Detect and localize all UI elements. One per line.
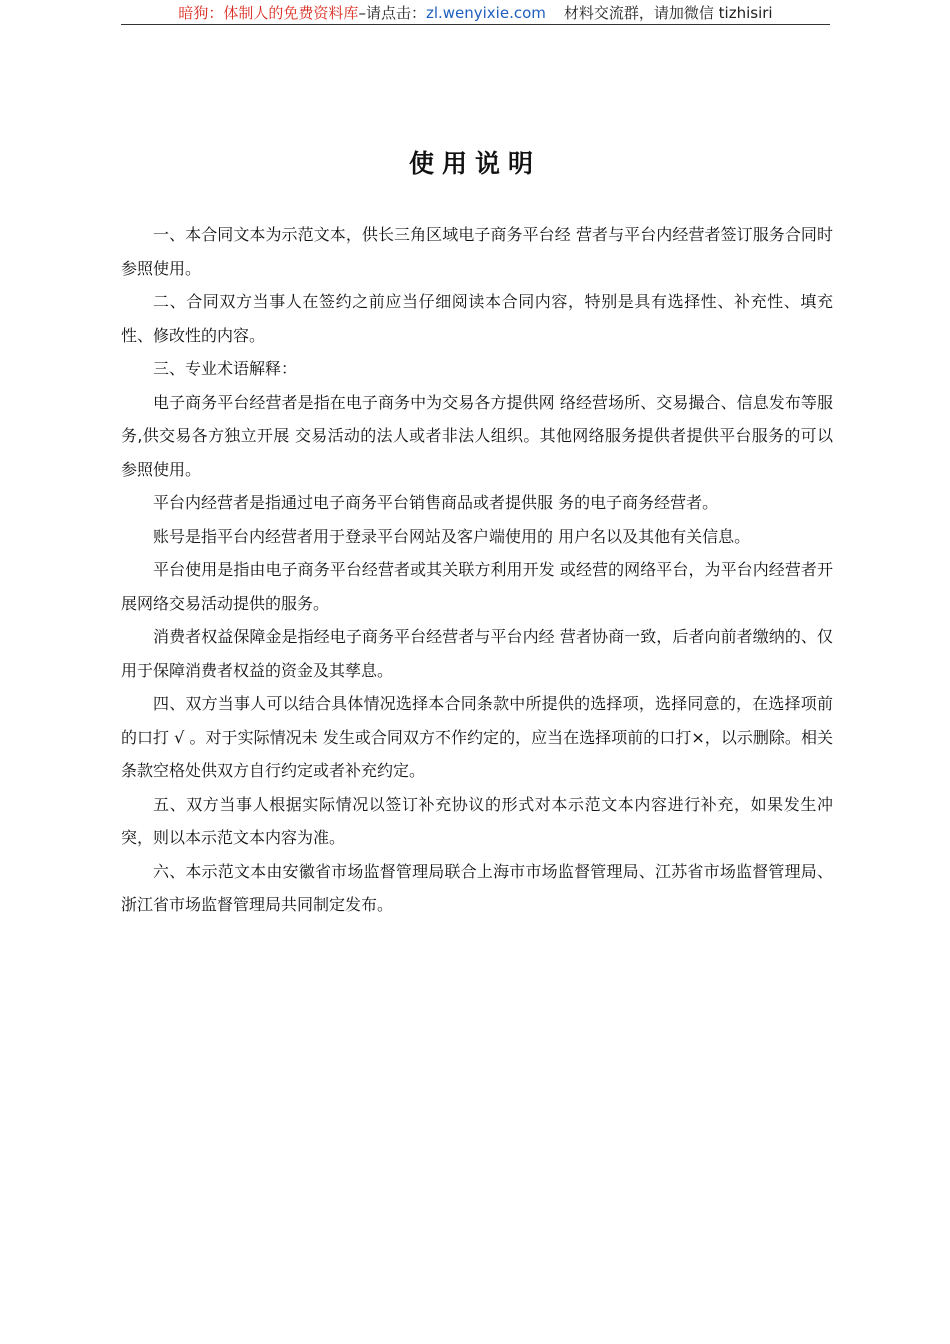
page-header [121, 2, 830, 25]
header-link[interactable]: zl.wenyixie.com [425, 4, 546, 22]
paragraph-1: 一、本合同文本为示范文本，供长三角区域电子商务平台经 营者与平台内经营者签订服务合同时参照使用。 [121, 225, 833, 278]
paragraph-2: 二、合同双方当事人在签约之前应当仔细阅读本合同内容，特别是具有选择性、补充性、填充性、修改性的内容。 [121, 292, 833, 345]
paragraph-5: 平台内经营者是指通过电子商务平台销售商品或者提供服 务的电子商务经营者。 [153, 493, 719, 512]
paragraph-11: 六、本示范文本由安徽省市场监督管理局联合上海市市场监督管理局、江苏省市场监督管理局、浙江省市场监督管理局共同制定发布。 [121, 861, 833, 914]
header-wechat-group: 材料交流群，请加微信 tizhisiri [563, 4, 773, 22]
paragraph-3: 三、专业术语解释： [153, 359, 298, 378]
header-click-prompt: –请点击： [358, 4, 426, 22]
paragraph-6: 账号是指平台内经营者用于登录平台网站及客户端使用的 用户名以及其他有关信息。 [153, 526, 751, 546]
document-body [121, 218, 833, 922]
paragraph-8: 消费者权益保障金是指经电子商务平台经营者与平台内经 营者协商一致，后者向前者缴纳的、仅用于保障消费者权益的资金及其孳息。 [121, 627, 833, 680]
paragraph-10: 五、双方当事人根据实际情况以签订补充协议的形式对本示范文本内容进行补充，如果发生冲突，则以本示范文本内容为准。 [121, 794, 833, 847]
paragraph-4: 电子商务平台经营者是指在电子商务中为交易各方提供网 络经营场所、交易撮合、信息发布等服务,供交易各方独立开展 交易活动的法人或者非法人组织。其他网络服务提供者提供平台服务的可以参照使用。 [121, 392, 833, 479]
header-site-name: 暗狗：体制人的免费资料库 [178, 4, 359, 22]
document-title: 使用说明 [408, 149, 541, 178]
paragraph-7: 平台使用是指由电子商务平台经营者或其关联方利用开发 或经营的网络平台，为平台内经营者开展网络交易活动提供的服务。 [121, 560, 833, 613]
paragraph-9: 四、双方当事人可以结合具体情况选择本合同条款中所提供的选择项，选择同意的，在选择项前的口打 √ 。对于实际情况未 发生或合同双方不作约定的，应当在选择项前的口打×，以示删除。相关条款空格处供双方自行约定或者补充约定。 [121, 694, 833, 780]
